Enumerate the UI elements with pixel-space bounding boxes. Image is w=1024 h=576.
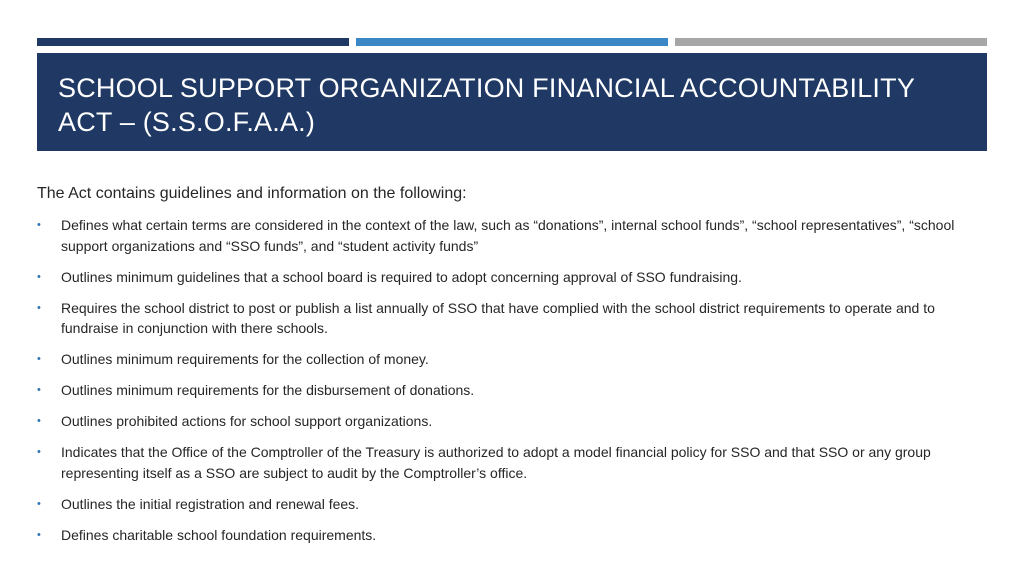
bullet-item: [37, 525, 987, 546]
bullet-item: [37, 411, 987, 432]
bullet-icon: •: [37, 219, 41, 231]
bullet-text: Outlines minimum requirements for the collection of money.: [61, 351, 429, 367]
title-band: [37, 53, 987, 151]
bullet-item: [37, 380, 987, 401]
bullet-icon: •: [37, 301, 41, 314]
top-bar-light-blue: [356, 38, 668, 46]
bullet-icon: •: [37, 528, 41, 541]
bullet-icon: •: [37, 384, 41, 396]
bullet-text: Indicates that the Office of the Comptroller of the Treasury is authorized to adopt a model financial policy for SSO and that SSO or any group representing itself as a SSO are subject to audit by the Comptroller’s office.: [61, 444, 931, 481]
bullet-text: Defines what certain terms are considered in the context of the law, such as “donations”, internal school funds”, “school representatives”, “school support organizations and “SSO funds”, and “student activity funds”: [61, 217, 955, 254]
top-bar-gray: [675, 38, 987, 46]
bullet-text: Outlines prohibited actions for school support organizations.: [61, 413, 433, 429]
bullet-icon: •: [37, 497, 41, 510]
bullet-icon: •: [37, 415, 41, 427]
bullet-list: [37, 215, 987, 545]
bullet-item: [37, 494, 987, 515]
bullet-text: Outlines minimum guidelines that a school board is required to adopt concerning approval of SSO fundraising.: [61, 268, 742, 285]
slide-title: SCHOOL SUPPORT ORGANIZATION FINANCIAL ACCOUNTABILITY ACT – (S.S.O.F.A.A.): [58, 73, 915, 137]
intro-text: The Act contains guidelines and information on the following:: [37, 185, 467, 202]
bullet-text: Outlines minimum requirements for the disbursement of donations.: [61, 382, 475, 398]
bullet-item: [37, 215, 987, 256]
bullet-icon: •: [37, 353, 41, 365]
bullet-icon: •: [37, 270, 41, 283]
top-bar-dark-blue: [37, 38, 349, 46]
bullet-text: Outlines the initial registration and renewal fees.: [61, 495, 360, 512]
decorative-top-bars: [37, 38, 987, 46]
bullet-item: [37, 267, 987, 288]
bullet-text: Requires the school district to post or publish a list annually of SSO that have complied with the school district requirements to operate and to fundraise in conjunction with there schools.: [61, 299, 935, 336]
bullet-text: Defines charitable school foundation requirements.: [61, 526, 377, 543]
bullet-item: [37, 349, 987, 370]
bullet-item: [37, 442, 987, 483]
bullet-icon: •: [37, 446, 41, 458]
slide-content: [37, 183, 987, 556]
bullet-item: [37, 298, 987, 339]
